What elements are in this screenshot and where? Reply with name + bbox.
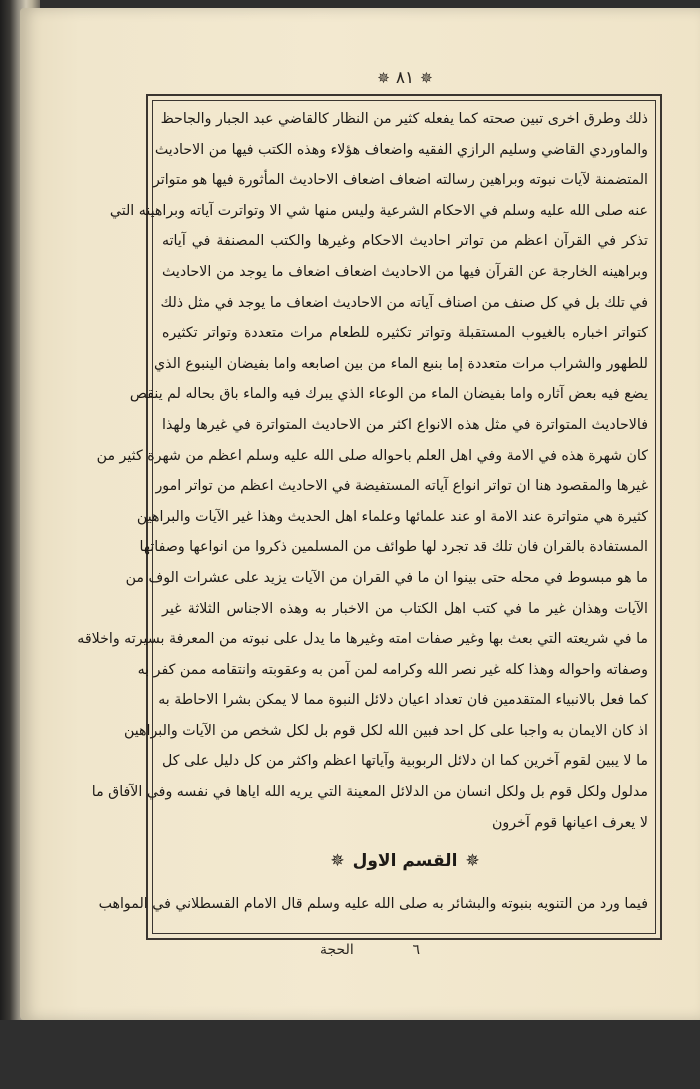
text-line: عنه صلى الله عليه وسلم في الاحكام الشرعية وليس منها شي الا وتواترت آياته وبراهينه التي [109, 202, 648, 219]
text-line: كما فعل بالانبياء المتقدمين فان تعداد اعيان دلائل النبوة مما لا يمكن بشرا الاحاطة به [158, 692, 648, 709]
text-line: وبراهينه الخارجة عن القرآن فيها من الاحاديث اضعاف اضعاف ما يوجد من الاحاديث [162, 263, 648, 280]
text-line: في تلك بل في كل صنف من اصناف آياته من الاحاديث اضعاف ما يوجد في مثل ذلك [160, 294, 648, 311]
ornament-right-icon: ✵ [465, 851, 480, 871]
section-heading-text: القسم الاول [352, 851, 458, 871]
text-line-last: لا يعرف اعيانها قوم آخرون [492, 814, 648, 831]
text-line: ما في شريعته التي بعث بها وغير صفات امته وغيرها ما يدل على نبوته من المعرفة بسيرته واخلاقه [77, 631, 648, 648]
catchword: الحجة [320, 942, 354, 958]
text-line: الآيات وهذان غير ما في كتب اهل الكتاب من الاخبار به وهذه الاجناس الثلاثة غير [162, 600, 648, 617]
text-line: ما لا يبين لقوم آخرين كما ان دلائل الربوبية وآياتها اعظم واكثر من كل دليل على كل [162, 753, 648, 770]
background-surface [0, 1020, 700, 1089]
page-footer [320, 942, 420, 964]
section-heading [300, 846, 510, 876]
text-line: وصفاته واحواله وهذا كله غير نصر الله وكرامه لمن آمن به وعقوبته وانتقامه ممن كفر به [137, 661, 648, 678]
text-line: تذكر في القرآن اعظم من تواتر احاديث الاحكام وغيرها والكتب المصنفة في آياته [162, 233, 648, 250]
text-line: فالاحاديث المتواترة في مثل هذه الانواع اكثر من الاحاديث المتواترة في غيرها ولهذا [162, 416, 648, 433]
text-line: مدلول ولكل قوم بل ولكل انسان من الدلائل المعينة التي يريه الله اياها في نفسه وفي الآفاق ما [91, 784, 648, 801]
ornament-left-icon: ✵ [330, 851, 345, 871]
ornament-left-icon: ✵ [377, 69, 390, 87]
page-number: ٨١ [395, 68, 415, 88]
text-line: كتواتر اخباره بالغيوب المستقبلة وتواتر تكثيره للطعام مرات متعددة وتواتر تكثيره [162, 325, 648, 342]
text-line: كثيرة هي متواترة عند الامة او عند علمائها وعلماء اهل الحديث وهذا غير الآيات والبراهين [136, 508, 648, 525]
main-text-body [77, 104, 648, 840]
text-line: يضع فيه بعض آثاره واما بفيضان الماء من الوعاء الذي يبرك فيه والماء باق بحاله لم ينقص [129, 386, 648, 403]
section-first-line: فيما ورد من التنويه بنبوته والبشائر به صلى الله عليه وسلم قال الامام القسطلاني في المواهب [98, 896, 648, 912]
ornament-right-icon: ✵ [420, 69, 433, 87]
text-line: ما هو مبسوط في محله حتى بينوا ان ما في القران من الآيات يزيد على عشرات الوف من [125, 569, 648, 586]
page-header [330, 66, 480, 90]
text-line: المتضمنة لآيات نبوته وبراهين رسالته اضعاف اضعاف الاحاديث المأثورة فيها هو متواتر [152, 172, 648, 189]
text-line: كان شهرة هذه في الامة وفي اهل العلم باحواله صلى الله عليه وسلم اعظم من شهرة كثير من [96, 447, 648, 464]
text-line: للطهور والشراب مرات متعددة إما بنبع الماء من بين اصابعه واما بفيضان الينبوع الذي [154, 355, 648, 372]
text-line: غيرها والمقصود هنا ان تواتر انواع آياته المستفيضة في الاحاديث اعظم من تواتر امور [155, 478, 648, 495]
text-line: المستفادة بالقران فان تلك قد تجرد لها طوائف من المسلمين ذكروا من انواعها وصفاتها [139, 539, 648, 556]
text-line: ذلك وطرق اخرى تبين صحته كما يفعله كثير من النظار كالقاضي عبد الجبار والجاحظ [160, 111, 648, 127]
text-line: والماوردي القاضي وسليم الرازي الفقيه واضعاف هؤلاء وهذه الكتب فيها من الاحاديث [154, 141, 648, 158]
text-line: اذ كان الايمان به واجبا على كل احد فبين الله لكل قوم بل لكل شخص من الآيات والبراهين [123, 722, 648, 739]
signature-number: ٦ [412, 942, 420, 958]
